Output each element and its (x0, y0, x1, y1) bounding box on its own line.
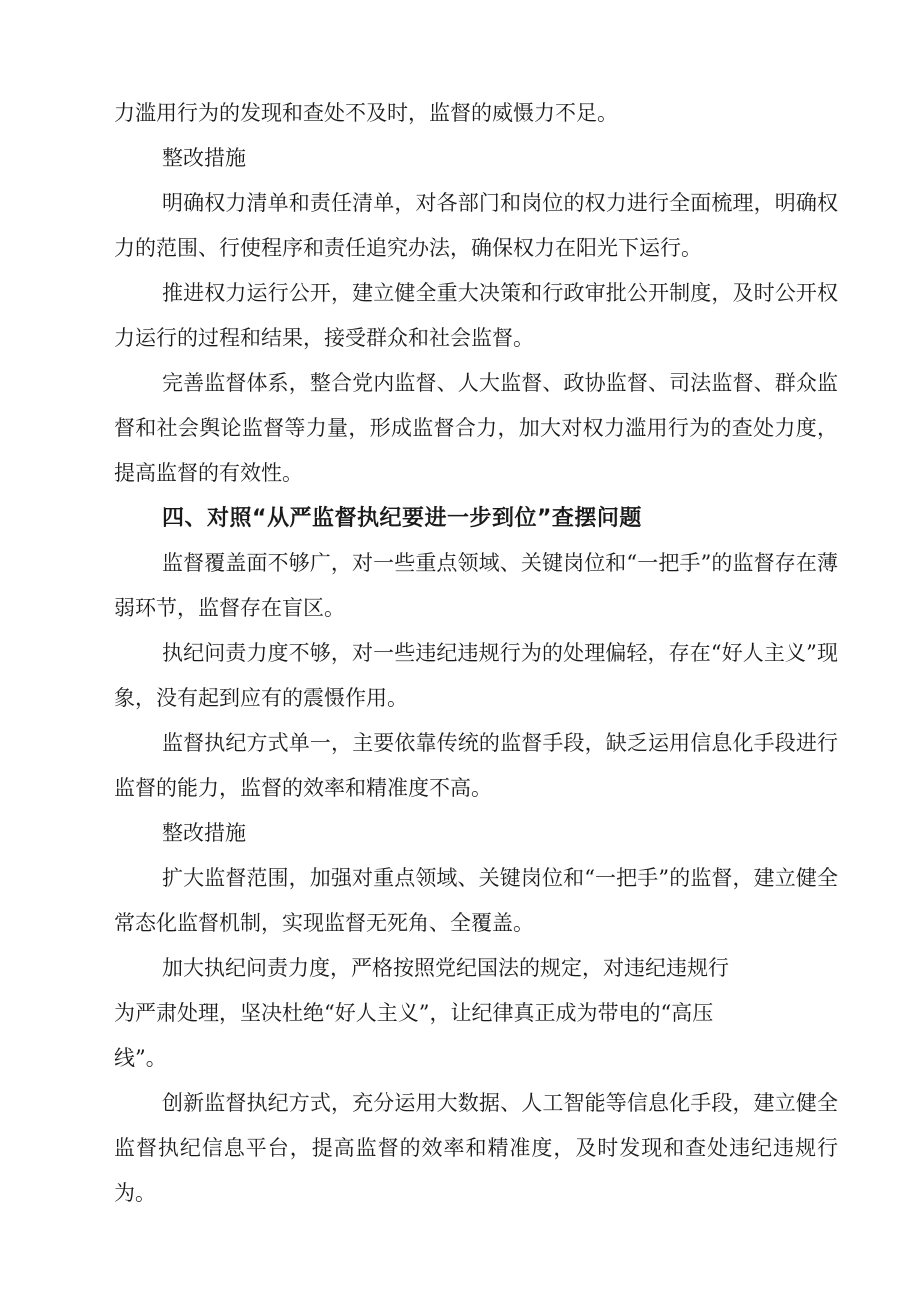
section4-heading: 四、对照“从严监督执纪要进一步到位”查摆问题 (162, 506, 642, 531)
section4-measure-2 (114, 946, 838, 1081)
section4-problem-1: 监督覆盖面不够广，对一些重点领域、关键岗位和“一把手”的监督存在薄弱环节，监督存在盲区。 (114, 551, 838, 620)
section3-measure-3: 完善监督体系，整合党内监督、人大监督、政协监督、司法监督、群众监督和社会舆论监督等力量，形成监督合力，加大对权力滥用行为的查处力度，提高监督的有效性。 (114, 371, 838, 485)
continuation-paragraph: 力滥用行为的发现和查处不及时，监督的威慑力不足。 (114, 101, 618, 125)
section3-measure-1: 明确权力清单和责任清单，对各部门和岗位的权力进行全面梳理，明确权力的范围、行使程序和责任追究办法，确保权力在阳光下运行。 (114, 191, 838, 260)
section4-problem-3: 监督执纪方式单一，主要依靠传统的监督手段，缺乏运用信息化手段进行监督的能力，监督的效率和精准度不高。 (114, 731, 838, 800)
section3-measures-label: 整改措施 (162, 146, 246, 170)
section4-measure-2-line-1: 加大执纪问责力度，严格按照党纪国法的规定，对违纪违规行 (162, 956, 729, 980)
section4-measure-2-line-2: 为严肃处理，坚决杜绝“好人主义”，让纪律真正成为带电的“高压 (114, 1001, 714, 1025)
section3-measure-2: 推进权力运行公开，建立健全重大决策和行政审批公开制度，及时公开权力运行的过程和结果，接受群众和社会监督。 (114, 281, 838, 350)
section4-problem-2: 执纪问责力度不够，对一些违纪违规行为的处理偏轻，存在“好人主义”现象，没有起到应有的震慑作用。 (114, 641, 838, 710)
section4-measure-1: 扩大监督范围，加强对重点领域、关键岗位和“一把手”的监督，建立健全常态化监督机制，实现监督无死角、全覆盖。 (114, 866, 838, 935)
section4-measure-2-line-3: 线”。 (114, 1046, 167, 1070)
section4-measure-3: 创新监督执纪方式，充分运用大数据、人工智能等信息化手段，建立健全监督执纪信息平台，提高监督的效率和精准度，及时发现和查处违纪违规行为。 (114, 1091, 838, 1205)
section4-measures-label: 整改措施 (162, 821, 246, 845)
